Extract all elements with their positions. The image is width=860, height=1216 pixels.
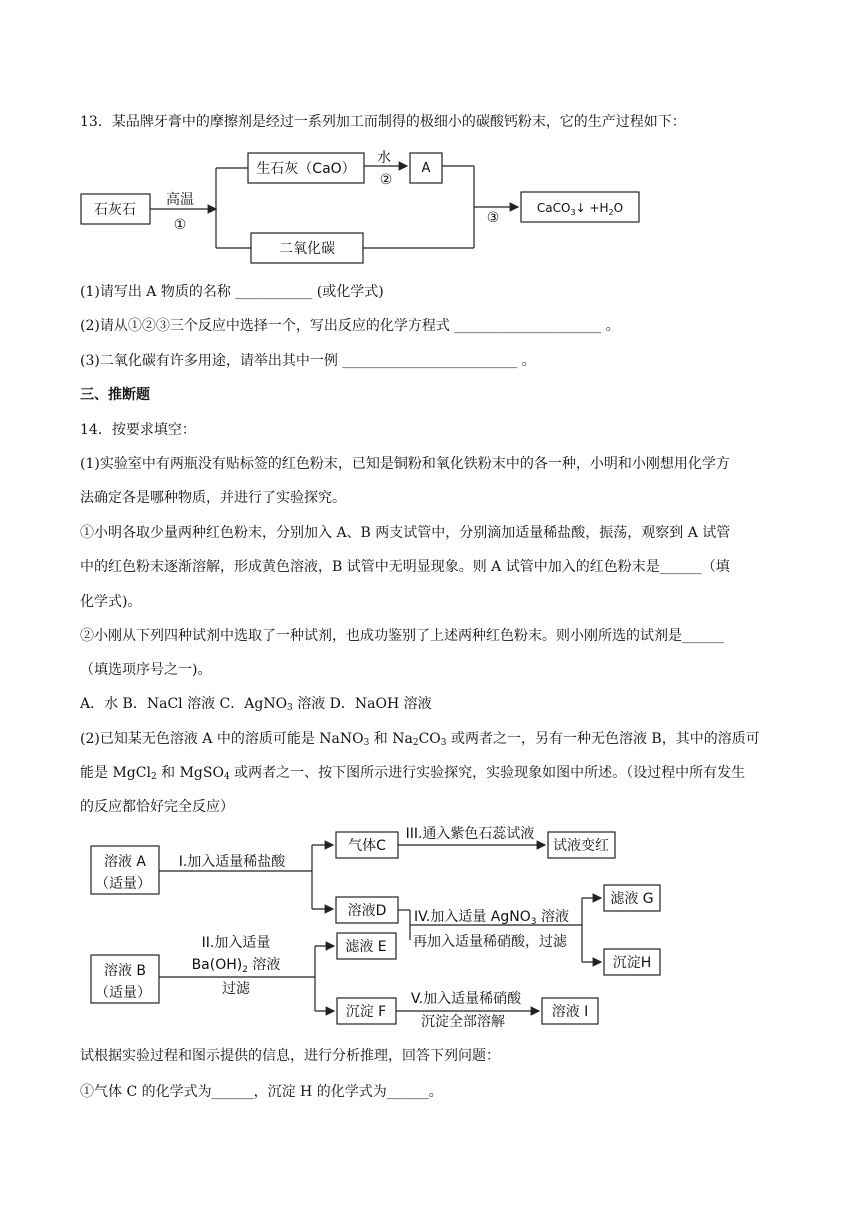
step5-l2: 沉淀全部溶解 bbox=[421, 1014, 505, 1030]
q14-intro: 14．按要求填空： bbox=[80, 422, 196, 438]
q13-sub1: (1)请写出 A 物质的名称 ___________ (或化学式) bbox=[80, 284, 384, 300]
step5-l1: V.加入适量稀硝酸 bbox=[410, 991, 522, 1007]
q14-p4-line1: (2)已知某无色溶液 A 中的溶质可能是 NaNO$_3$ 和 $Na_2CO_3$ 或两者之一，另有一种无色溶液 B，其中的溶质可 bbox=[80, 731, 760, 748]
co2-label: 二氧化碳 bbox=[279, 241, 335, 257]
gas-c-label: 气体C bbox=[348, 838, 386, 854]
sol-d-label: 溶液D bbox=[347, 903, 387, 919]
box-a-label: A bbox=[421, 161, 431, 176]
step2-l2: $Ba(OH)_2$ 溶液 bbox=[191, 957, 281, 975]
step1: I.加入适量稀盐酸 bbox=[178, 854, 286, 870]
q14-p2-line1: ①小明各取少量两种红色粉末，分别加入 A、B 两支试管中，分别滴加适量稀盐酸，振荡，观察到 A 试管 bbox=[80, 525, 731, 541]
cond2-top: 水 bbox=[377, 150, 391, 166]
cond1-top: 高温 bbox=[166, 192, 194, 208]
sol-a-l2: （适量） bbox=[95, 876, 151, 892]
q14-p2-line3: 化学式)。 bbox=[80, 594, 142, 610]
filtrate-g-label: 滤液 G bbox=[610, 891, 654, 907]
cond2-bottom: ② bbox=[379, 172, 393, 188]
q13-intro: 13．某品牌牙膏中的摩擦剂是经过一系列加工而制得的极细小的碳酸钙粉末，它的生产过程如下： bbox=[80, 114, 686, 130]
limestone-label: 石灰石 bbox=[94, 202, 136, 218]
q14-p1-line2: 法确定各是哪种物质，并进行了实验探究。 bbox=[80, 490, 346, 506]
turns-red-label: 试液变红 bbox=[553, 838, 609, 854]
step3: III.通入紫色石蕊试液 bbox=[405, 826, 535, 842]
step4-l2: 再加入适量稀硝酸，过滤 bbox=[413, 934, 567, 950]
cond1-bottom: ① bbox=[173, 217, 187, 233]
sol-b-l1: 溶液 B bbox=[103, 963, 147, 979]
q14-p3-line2: （填选项序号之一)。 bbox=[80, 662, 212, 678]
precip-f-label: 沉淀 F bbox=[345, 1004, 387, 1020]
cond3: ③ bbox=[486, 210, 500, 226]
q13-sub3: (3)二氧化碳有许多用途，请举出其中一例 _________________________ 。 bbox=[80, 353, 536, 369]
q14-analysis: 试根据实验过程和图示提供的信息，进行分析推理，回答下列问题： bbox=[80, 1048, 500, 1064]
q14-p2-line2: 中的红色粉末逐渐溶解，形成黄色溶液，B 试管中无明显现象。则 A 试管中加入的红色粉末是______（填 bbox=[80, 559, 730, 575]
precip-h-label: 沉淀H bbox=[612, 955, 652, 971]
q13-sub2: (2)请从①②③三个反应中选择一个，写出反应的化学方程式 _____________________ 。 bbox=[80, 318, 620, 334]
section-heading: 三、推断题 bbox=[80, 387, 150, 403]
sol-b-l2: （适量） bbox=[95, 985, 151, 1001]
q14-p4-line2: 能是 MgCl$_2$ 和 MgSO$_4$ 或两者之一、按下图所示进行实验探究，实验现象如图中所述。（设过程中所有发生 bbox=[80, 765, 746, 782]
sol-a-l1: 溶液 A bbox=[103, 854, 147, 870]
q14-p1-line1: (1)实验室中有两瓶没有贴标签的红色粉末，已知是铜粉和氧化铁粉末中的各一种，小明和小刚想用化学方 bbox=[80, 456, 730, 472]
q14-options: A．水 B．NaCl 溶液 C．AgNO$_3$ 溶液 D．NaOH 溶液 bbox=[80, 696, 432, 713]
filtrate-e-label: 滤液 E bbox=[345, 939, 387, 955]
sol-i-label: 溶液 I bbox=[551, 1004, 589, 1020]
q14-p4-line3: 的反应都恰好完全反应） bbox=[80, 799, 234, 815]
step2-l3: 过滤 bbox=[222, 981, 250, 997]
product-label: CaCO$_3$↓ $+H_2O$ bbox=[536, 201, 624, 217]
q14-sub1: ①气体 C 的化学式为______，沉淀 H 的化学式为______。 bbox=[80, 1084, 443, 1100]
quicklime-label: 生石灰（CaO） bbox=[256, 161, 356, 177]
q14-p3-line1: ②小刚从下列四种试剂中选取了一种试剂，也成功鉴别了上述两种红色粉末。则小刚所选的试剂是______ bbox=[80, 628, 724, 644]
step4-l1: IV.加入适量 AgNO$_3$ 溶液 bbox=[414, 909, 569, 927]
step2-l1: II.加入适量 bbox=[201, 935, 271, 951]
